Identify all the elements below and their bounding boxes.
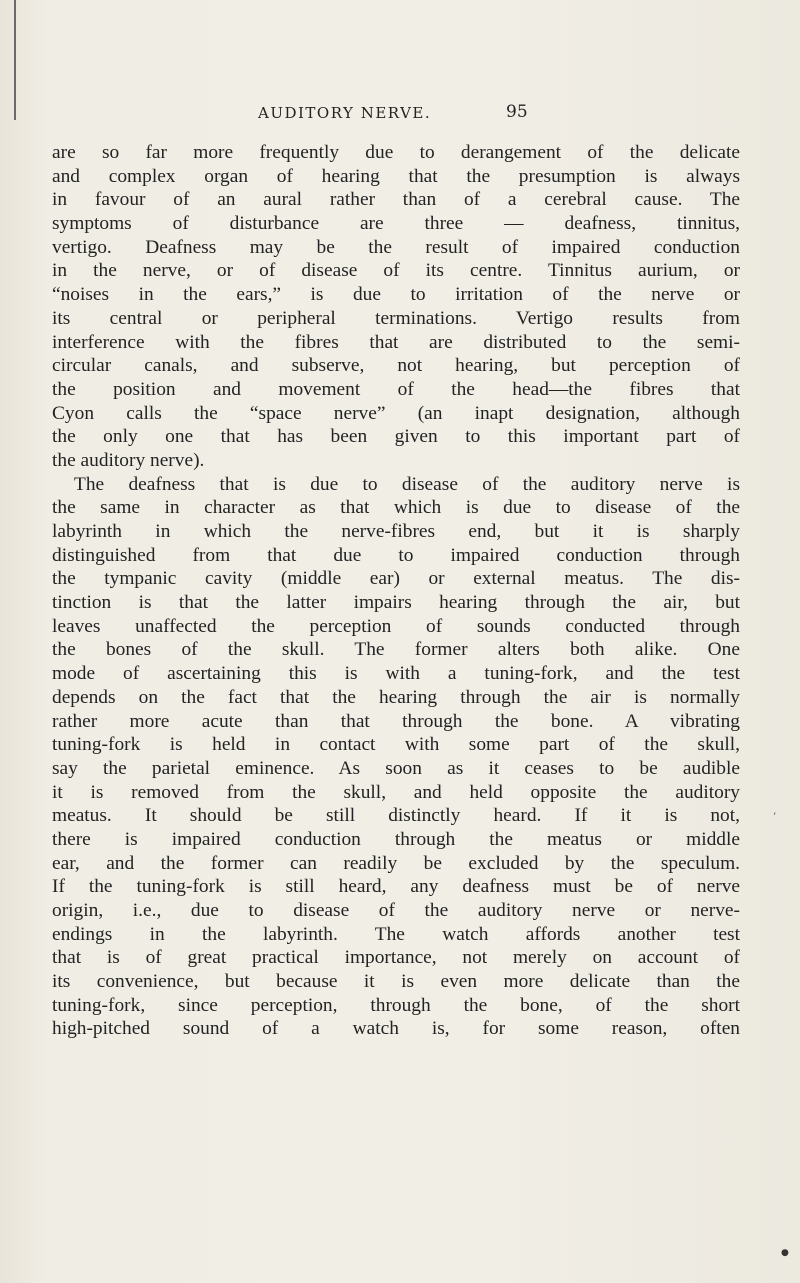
text-line: origin, i.e., due to disease of the auditory nerve or nerve-	[52, 900, 740, 921]
body-text	[52, 141, 740, 1041]
text-line: If the tuning-fork is still heard, any deafness must be of nerve	[52, 876, 740, 898]
page-number: 95	[506, 102, 528, 122]
text-line: meatus. It should be still distinctly heard. If it is not,	[52, 805, 740, 827]
text-line: and complex organ of hearing that the presumption is always	[52, 165, 740, 187]
text-line: there is impaired conduction through the meatus or middle	[52, 828, 740, 850]
text-line: the bones of the skull. The former alters both alike. One	[52, 639, 740, 661]
text-line: that is of great practical importance, not merely on account of	[52, 947, 740, 969]
text-line: circular canals, and subserve, not hearing, but perception of	[52, 355, 740, 377]
text-line: labyrinth in which the nerve-fibres end, but it is sharply	[52, 521, 740, 542]
text-line: in the nerve, or of disease of its centre. Tinnitus aurium, or	[52, 260, 740, 282]
text-line: vertigo. Deafness may be the result of impaired conduction	[52, 236, 740, 258]
text-line: distinguished from that due to impaired conduction through	[52, 544, 740, 566]
running-head	[0, 96, 800, 136]
text-line: endings in the labyrinth. The watch affords another test	[52, 923, 740, 945]
text-line: depends on the fact that the hearing through the air is normally	[52, 686, 740, 708]
text-line: its central or peripheral terminations. Vertigo results from	[52, 307, 740, 329]
text-line: symptoms of disturbance are three — deafness, tinnitus,	[52, 213, 740, 235]
text-line: the position and movement of the head—the fibres that	[52, 378, 740, 400]
running-head-title: AUDITORY NERVE.	[258, 104, 432, 122]
text-line: ear, and the former can readily be excluded by the speculum.	[52, 852, 740, 874]
text-line: “noises in the ears,” is due to irritation of the nerve or	[52, 284, 740, 306]
text-line: Cyon calls the “space nerve” (an inapt designation, although	[52, 402, 740, 424]
text-line: the tympanic cavity (middle ear) or external meatus. The dis-	[52, 568, 740, 590]
text-line: tinction is that the latter impairs hearing through the air, but	[52, 592, 740, 614]
text-line: say the parietal eminence. As soon as it ceases to be audible	[52, 757, 740, 779]
text-line: are so far more frequently due to derangement of the delicate	[52, 142, 740, 163]
text-line: rather more acute than that through the bone. A vibrating	[52, 710, 740, 732]
text-line: tuning-fork, since perception, through the bone, of the short	[52, 994, 740, 1016]
margin-speck: ●	[781, 1248, 789, 1258]
text-line: leaves unaffected the perception of sounds conducted through	[52, 615, 740, 637]
text-line: its convenience, but because it is even more delicate than the	[52, 971, 740, 993]
text-line: mode of ascertaining this is with a tuning-fork, and the test	[52, 663, 740, 685]
text-line: it is removed from the skull, and held opposite the auditory	[52, 781, 740, 803]
text-line: the only one that has been given to this important part of	[52, 426, 740, 448]
text-line: The deafness that is due to disease of the auditory nerve is	[74, 473, 740, 495]
text-line: tuning-fork is held in contact with some part of the skull,	[52, 734, 740, 756]
text-line: in favour of an aural rather than of a cerebral cause. The	[52, 189, 740, 211]
text-line: the same in character as that which is due to disease of the	[52, 497, 740, 519]
margin-speck: ’	[773, 812, 777, 823]
text-line: interference with the fibres that are distributed to the semi-	[52, 331, 740, 353]
text-line: the auditory nerve).	[52, 449, 205, 471]
text-line: high-pitched sound of a watch is, for some reason, often	[52, 1018, 740, 1040]
